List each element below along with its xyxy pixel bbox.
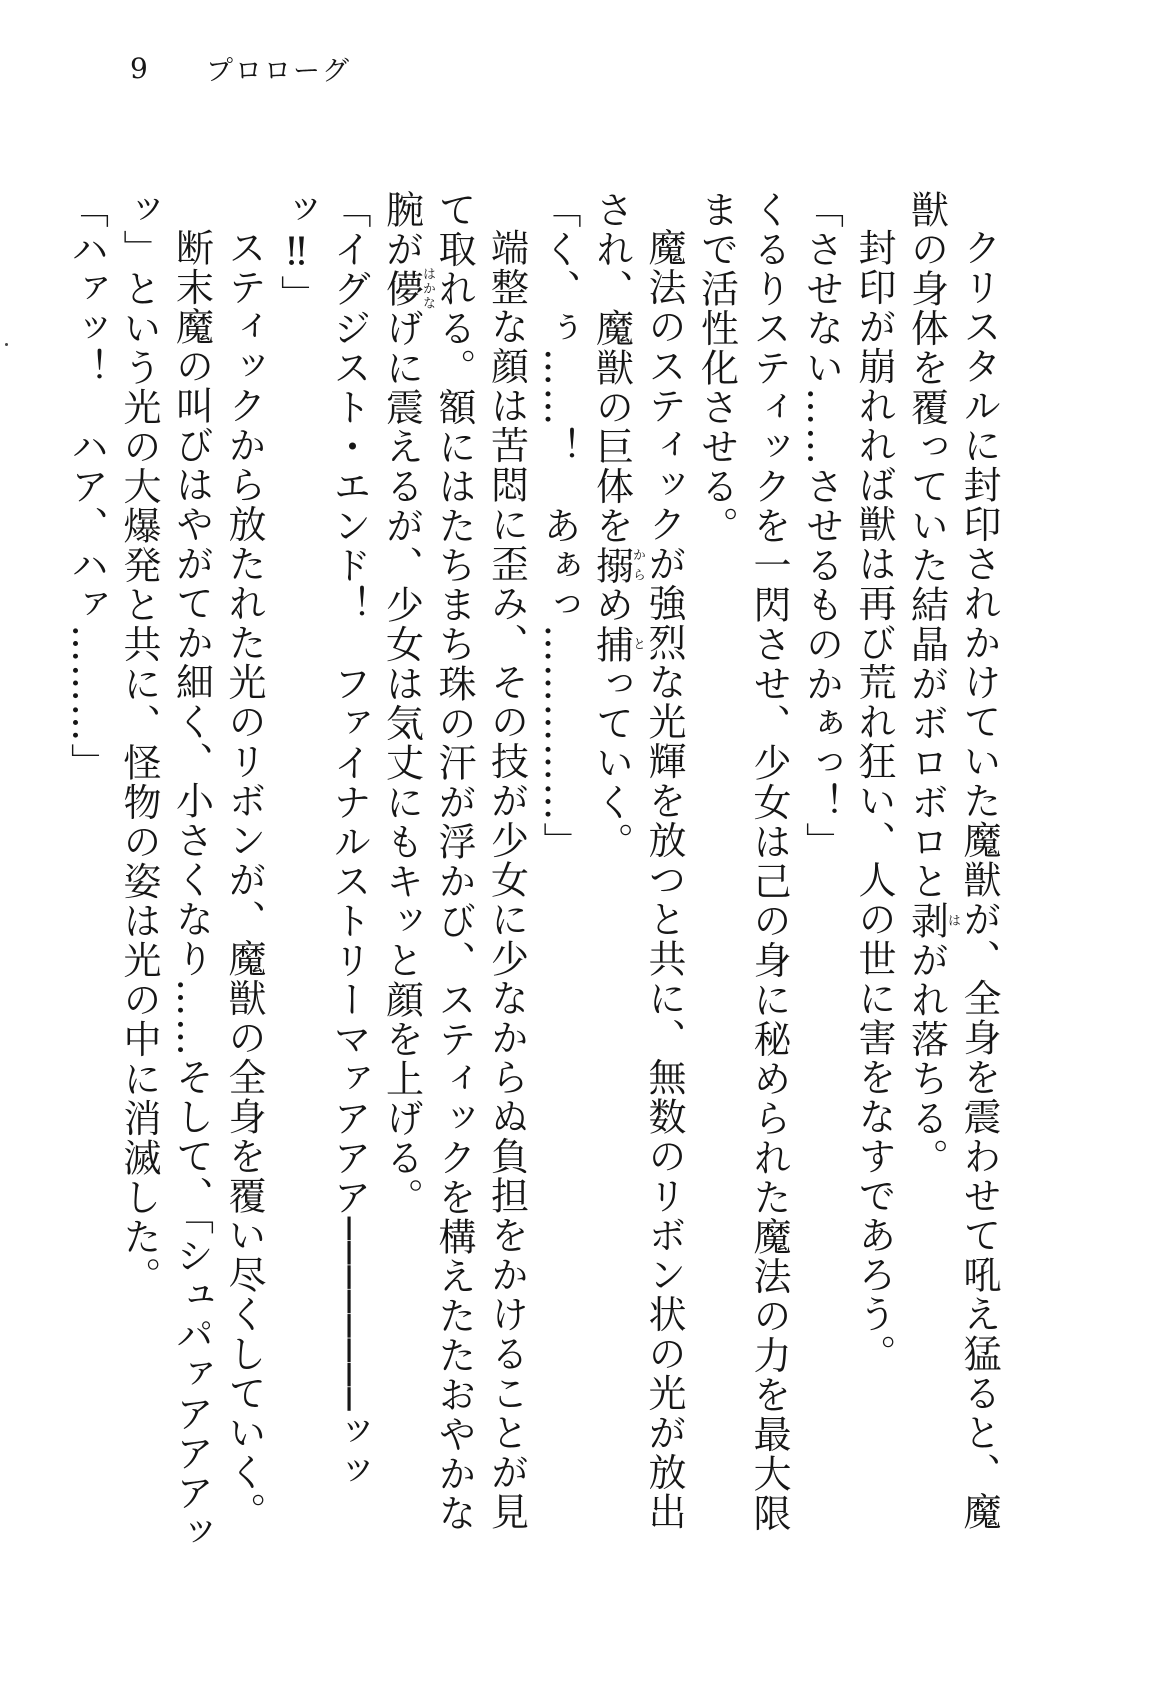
dialogue-4: 「ハァッ！ ハア、ハァ………」 bbox=[64, 190, 109, 783]
paragraph-2: 封印が崩れれば獣は再び荒れ狂い、人の世に害をなすであろう。 bbox=[852, 228, 896, 1374]
chapter-title: プロローグ bbox=[206, 55, 351, 87]
ruby-hagare bbox=[904, 901, 960, 941]
dialogue-2: 「く、ぅ……！ あぁっ……………」 bbox=[537, 190, 581, 862]
paragraph-1 bbox=[900, 190, 1005, 1560]
paragraph-7: 断末魔の叫びはやがてか細く、小さくなり……そして、「シュパァアアアッッ」という光の大爆発と共に、怪物の姿は光の中に消滅した。 bbox=[117, 190, 214, 1552]
paragraph-4-text-c: っていく。 bbox=[589, 664, 634, 862]
ruby-reading: から bbox=[630, 545, 645, 585]
paragraph-4-text-b: め bbox=[589, 585, 634, 625]
ruby-reading: と bbox=[630, 624, 645, 664]
paragraph-4 bbox=[585, 190, 690, 1560]
ruby-torae bbox=[589, 624, 645, 665]
paragraph-6: スティックから放たれた光のリボンが、魔獣の全身を覆い尽くしていく。 bbox=[222, 228, 266, 1532]
paragraph-1-text-b: がれ落ちる。 bbox=[904, 940, 949, 1178]
dialogue-3: 「イグジスト・エンド！ ファイナルストリーマァアアア────────ッッッ‼」 bbox=[274, 190, 371, 1492]
paragraph-1-text-a: クリスタルに封印されかけていた魔獣が、全身を震わせて吼え猛ると、魔獣の身体を覆っていた結晶がボロボロと bbox=[904, 190, 1001, 1532]
ruby-hakana bbox=[379, 267, 435, 311]
running-header bbox=[130, 48, 351, 88]
body-text bbox=[60, 190, 1005, 1560]
paragraph-5 bbox=[375, 190, 533, 1560]
dialogue-1: 「させない……させるものかぁっ！」 bbox=[799, 190, 844, 862]
ruby-base: 儚 bbox=[379, 267, 424, 311]
ruby-reading: は bbox=[945, 901, 960, 941]
paragraph-5-text-a: 端整な顔は苦悶に歪み、その技が少女に少なからぬ負担をかけることが見て取れる。額にはたちまち珠の汗が浮かび、スティックを構えたたおやかな腕が bbox=[379, 190, 529, 1533]
ruby-base: 剥 bbox=[904, 901, 949, 941]
page-number: 9 bbox=[130, 51, 148, 85]
ruby-base: 捕 bbox=[589, 624, 634, 664]
paragraph-5-text-b: げに震えるが、少女は気丈にもキッと顔を上げる。 bbox=[379, 308, 424, 1217]
paragraph-3: くるりスティックを一閃させ、少女は己の身に秘められた魔法の力を最大限まで活性化させる。 bbox=[694, 190, 791, 1533]
ruby-reading: はかな bbox=[420, 267, 435, 311]
ruby-base: 搦 bbox=[589, 545, 634, 585]
scan-speck bbox=[5, 343, 8, 346]
paragraph-4-text-a: 魔法のスティックが強烈な光輝を放つと共に、無数のリボン状の光が放出され、魔獣の巨体を bbox=[589, 190, 686, 1532]
ruby-karame bbox=[589, 545, 645, 586]
